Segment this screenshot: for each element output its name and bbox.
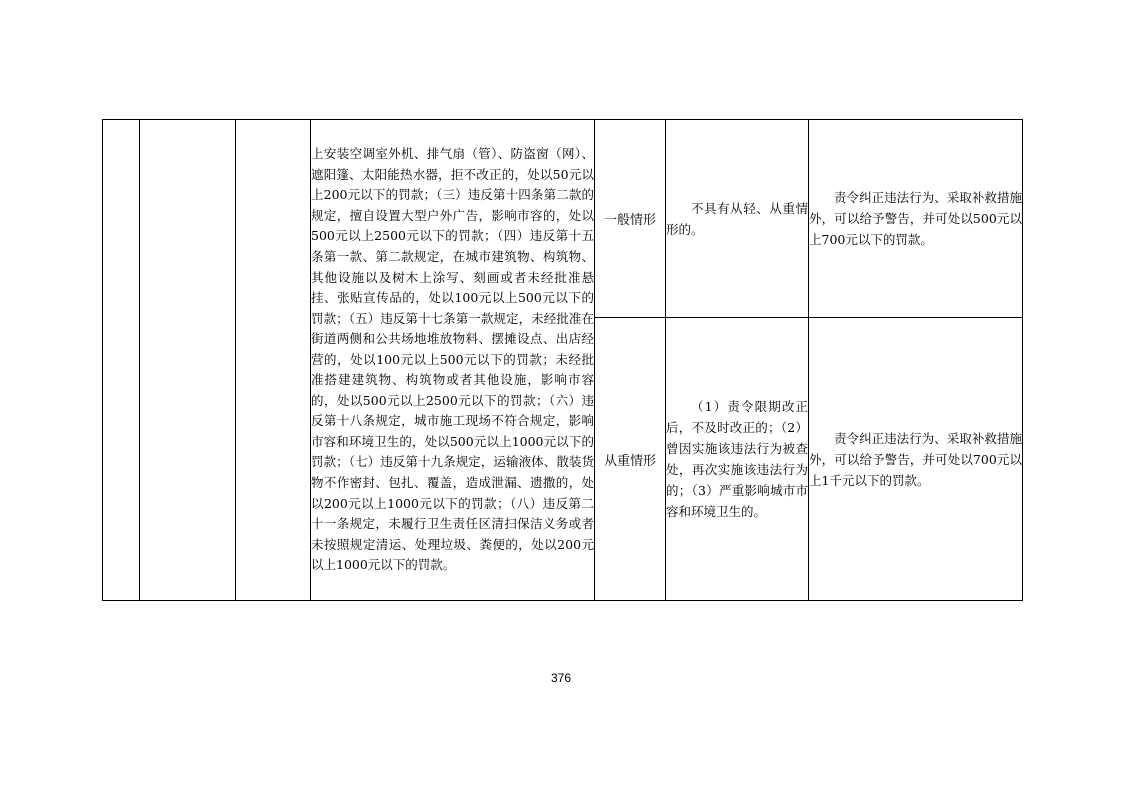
serial-cell bbox=[103, 120, 140, 601]
behavior-cell bbox=[236, 120, 311, 601]
circumstance-general: 一般情形 bbox=[595, 120, 666, 318]
circumstance-aggravated: 从重情形 bbox=[595, 318, 666, 601]
page-number: 376 bbox=[550, 671, 572, 685]
legal-provision-cell: 上安装空调室外机、排气扇（管）、防盗窗（网）、遮阳篷、太阳能热水器，拒不改正的，处以50元以上200元以下的罚款；（三）违反第十四条第二款的规定，擅自设置大型户外广告，影响市容的，处以500元以上2500元以下的罚款；（四）违反第十五条第一款、第二款规定，在城市建筑物、构筑物、其他设施以及树木上涂写、刻画或者未经批准悬挂、张贴宣传品的，处以100元以上500元以下的罚款；（五）违反第十七条第一款规定，未经批准在街道两侧和公共场地堆放物料、摆摊设点、出店经营的，处以100元以上500元以下的罚款；未经批准搭建建筑物、构筑物或者其他设施，影响市容的，处以500元以上2500元以下的罚款；（六）违反第十八条规定，城市施工现场不符合规定，影响市容和环境卫生的，处以500元以上1000元以下的罚款；（七）违反第十九条规定，运输液体、散装货物不作密封、包扎、覆盖，造成泄漏、遗撒的，处以200元以上1000元以下的罚款；（八）违反第二十一条规定，未履行卫生责任区清扫保洁义务或者未按照规定清运、处理垃圾、粪便的，处以200元以上1000元以下的罚款。 bbox=[311, 120, 595, 601]
standard-aggravated: 责令纠正违法行为、采取补救措施外，可以给予警告，并可处以700元以上1千元以下的罚款。 bbox=[809, 318, 1023, 601]
standard-general: 责令纠正违法行为、采取补救措施外，可以给予警告，并可处以500元以上700元以下的罚款。 bbox=[809, 120, 1023, 318]
penalty-table bbox=[102, 119, 1023, 601]
item-name-cell bbox=[140, 120, 236, 601]
condition-general: 不具有从轻、从重情形的。 bbox=[666, 120, 809, 318]
condition-aggravated: （1）责令限期改正后，不及时改正的；（2）曾因实施该违法行为被查处，再次实施该违法行为的；（3）严重影响城市市容和环境卫生的。 bbox=[666, 318, 809, 601]
